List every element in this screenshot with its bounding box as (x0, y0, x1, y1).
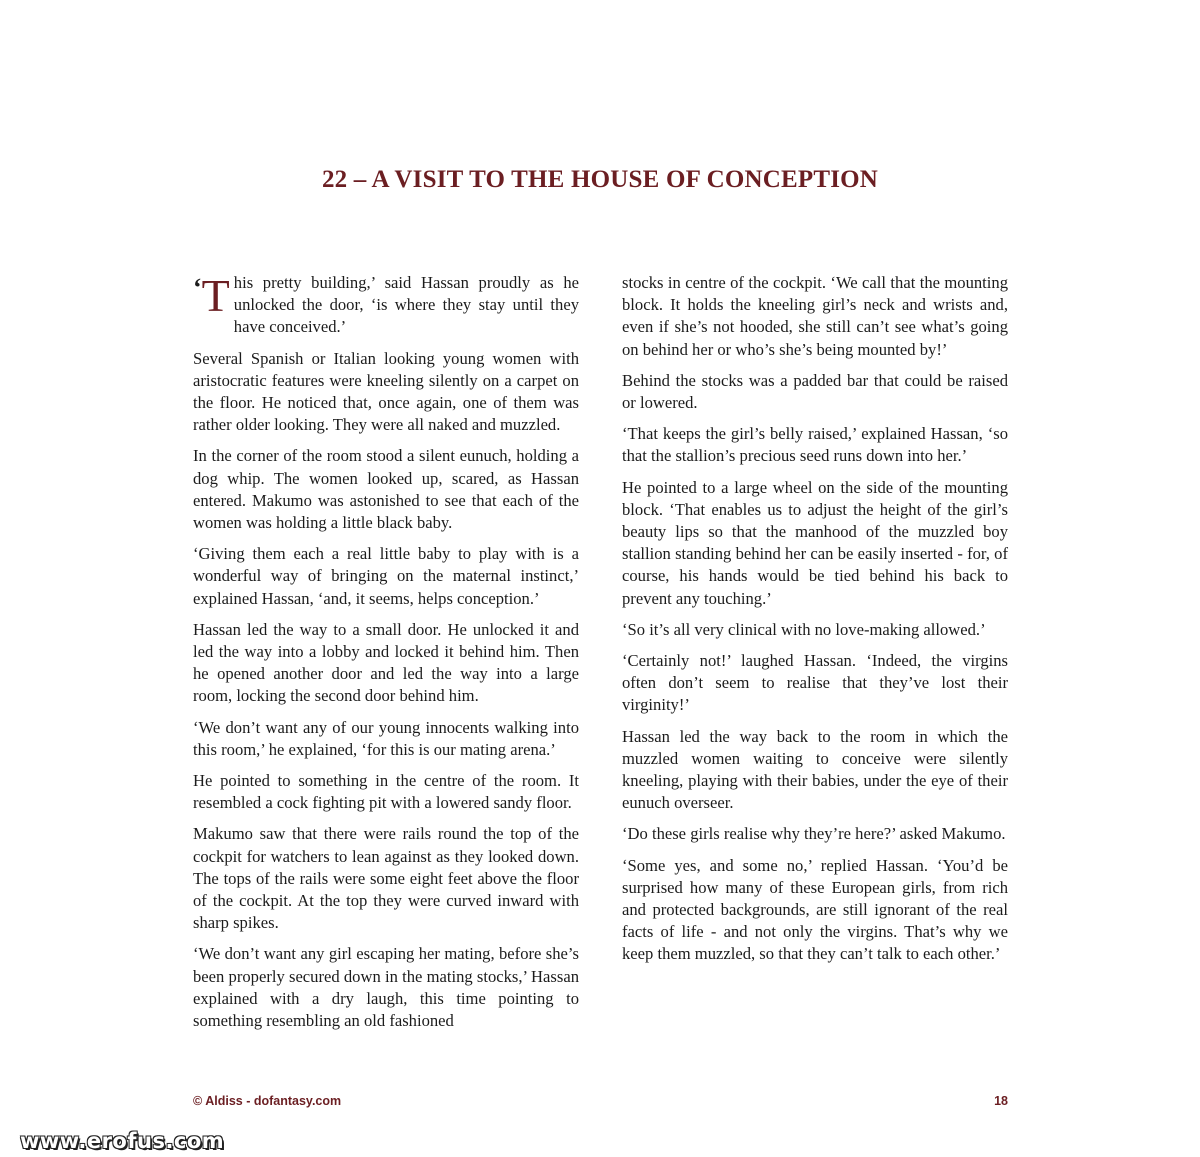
chapter-title: 22 – A VISIT TO THE HOUSE OF CONCEPTION (321, 166, 879, 193)
footer-copyright: © Aldiss - dofantasy.com (193, 1094, 342, 1108)
paragraph: In the corner of the room stood a silent eunuch, holding a dog whip. The women looked up, scared, as Hassan entered. Makumo was astonished to see that each of the women was holding a little black baby. (193, 446, 579, 533)
dropcap-quote: ‘ (193, 273, 202, 302)
paragraph: Behind the stocks was a padded bar that could be raised or lowered. (622, 370, 1008, 413)
paragraph: ‘We don’t want any girl escaping her mating, before she’s been properly secured down in the mating stocks,’ Hassan explained with a dry laugh, this time pointing to something resembling an old fashioned (193, 944, 579, 1031)
paragraph: ‘So it’s all very clinical with no love-making allowed.’ (622, 619, 986, 639)
paragraph: He pointed to something in the centre of the room. It resembled a cock fighting pit with a lowered sandy floor. (193, 771, 579, 813)
right-column (622, 272, 1008, 975)
paragraph: He pointed to a large wheel on the side of the mounting block. ‘That enables us to adjust the height of the girl’s beauty lips so that the manhood of the muzzled boy stallion standing behind her can be easily inserted - for, of course, his hands would be tied behind his back to prevent any touching.’ (622, 477, 1008, 608)
paragraph: ‘We don’t want any of our young innocents walking into this room,’ he explained, ‘for this is our mating arena.’ (193, 717, 579, 759)
paragraph: Hassan led the way back to the room in which the muzzled women waiting to conceive were silently kneeling, playing with their babies, under the eye of their eunuch overseer. (622, 726, 1008, 813)
watermark: www.erofus.com (20, 1129, 225, 1153)
first-paragraph-text: his pretty building,’ said Hassan proudly as he unlocked the door, ‘is where they stay until they have conceived.’ (233, 273, 579, 337)
paragraph: ‘Giving them each a real little baby to play with is a wonderful way of bringing on the maternal instinct,’ explained Hassan, ‘and, it seems, helps conception.’ (193, 544, 579, 608)
paragraph: Hassan led the way to a small door. He unlocked it and led the way into a lobby and locked it behind him. Then he opened another door and led the way into a large room, locking the second door behind him. (193, 619, 579, 706)
paragraph: Several Spanish or Italian looking young women with aristocratic features were kneeling silently on a carpet on the floor. He noticed that, once again, one of them was rather older looking. They were all naked and muzzled. (193, 348, 579, 435)
dropcap-letter: T (201, 270, 230, 321)
first-paragraph (193, 272, 579, 339)
paragraph: ‘Some yes, and some no,’ replied Hassan. ‘You’d be surprised how many of these European girls, from rich and protected backgrounds, are still ignorant of the real facts of life - and not only the virgins. That’s why we keep them muzzled, so that they can’t talk to each other.’ (622, 855, 1008, 964)
dropcap (193, 270, 230, 321)
paragraph: Makumo saw that there were rails round the top of the cockpit for watchers to lean against as they looked down. The tops of the rails were some eight feet above the floor of the cockpit. At the top they were curved inward with sharp spikes. (193, 824, 579, 933)
left-column (193, 272, 579, 1041)
paragraph: ‘That keeps the girl’s belly raised,’ explained Hassan, ‘so that the stallion’s precious seed runs down into her.’ (622, 424, 1008, 466)
paragraph: ‘Do these girls realise why they’re here?’ asked Makumo. (622, 824, 1006, 844)
page-number: 18 (994, 1094, 1008, 1108)
paragraph: ‘Certainly not!’ laughed Hassan. ‘Indeed, the virgins often don’t seem to realise that they’ve lost their virginity!’ (622, 651, 1008, 715)
paragraph: stocks in centre of the cockpit. ‘We call that the mounting block. It holds the kneeling girl’s neck and wrists and, even if she’s not hooded, she still can’t see what’s going on behind her or who’s she’s being mounted by!’ (622, 273, 1008, 359)
